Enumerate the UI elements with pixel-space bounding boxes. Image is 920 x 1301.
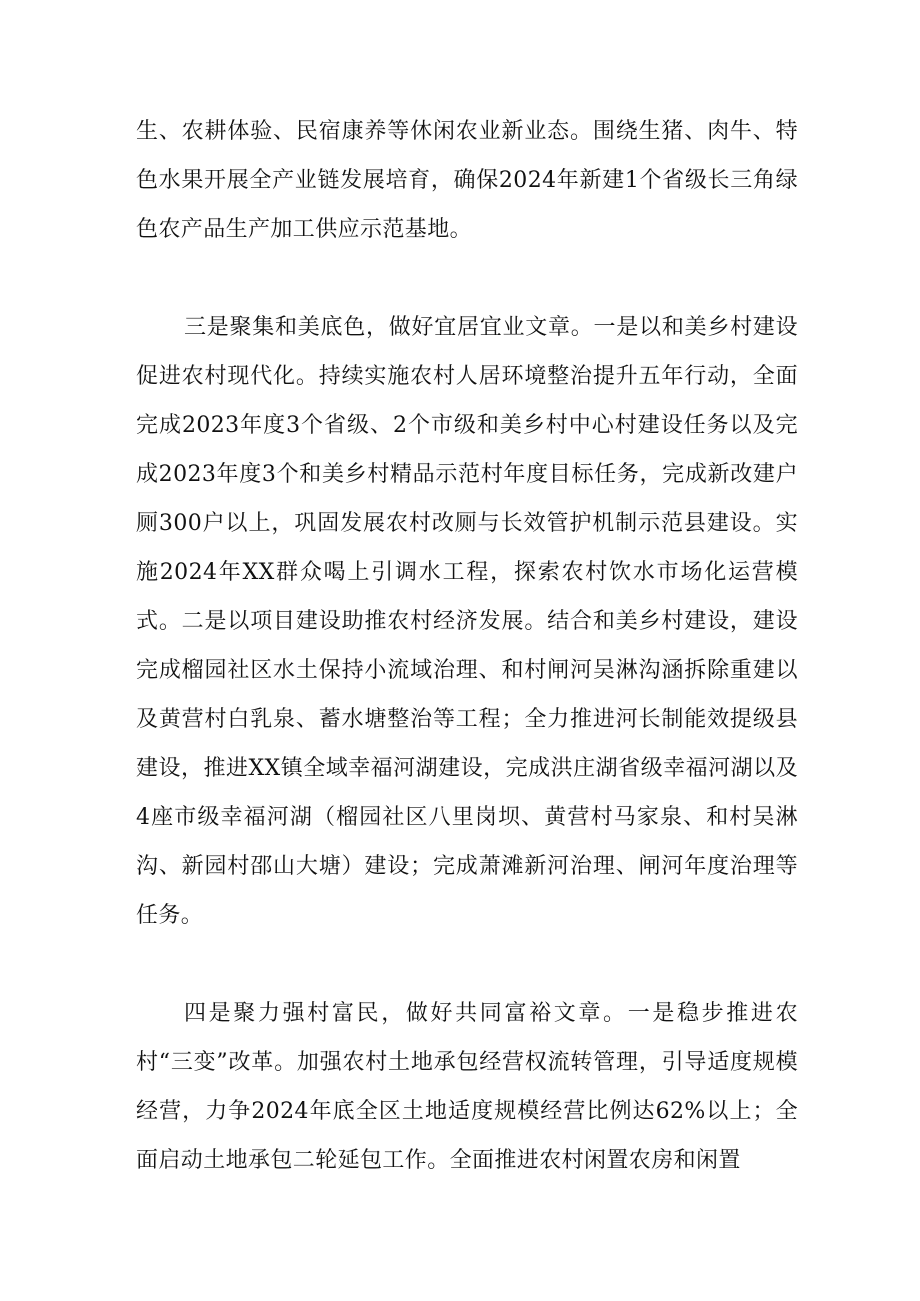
paragraph-continuation: 生、农耕体验、民宿康养等休闲农业新业态。围绕生猪、肉牛、特色水果开展全产业链发展培育，确保2024年新建1个省级长三角绿色农产品生产加工供应示范基地。 (136, 119, 798, 242)
paragraph-livable-villages: 三是聚集和美底色，做好宜居宜业文章。一是以和美乡村建设促进农村现代化。持续实施农村人居环境整治提升五年行动，全面完成2023年度3个省级、2个市级和美乡村中心村建设任务以及完成2023年度3个和美乡村精品示范村年度目标任务，完成新改建户厕300户以上，巩固发展农村改厕与长效管护机制示范县建设。实施2024年XX群众喝上引调水工程，探索农村饮水市场化运营模式。二是以项目建设助推农村经济发展。结合和美乡村建设，建设完成榴园社区水土保持小流域治理、和村闸河吴淋沟涵拆除重建以及黄营村白乳泉、蓄水塘整治等工程；全力推进河长制能效提级县建设，推进XX镇全域幸福河湖建设，完成洪庄湖省级幸福河湖以及4座市级幸福河湖（榴园社区八里岗坝、黄营村马家泉、和村吴淋沟、新园村邵山大塘）建设；完成萧滩新河治理、闸河年度治理等任务。 (136, 315, 798, 928)
document-body (136, 107, 798, 1185)
paragraph-common-prosperity: 四是聚力强村富民，做好共同富裕文章。一是稳步推进农村“三变”改革。加强农村土地承包经营权流转管理，引导适度规模经营，力争2024年底全区土地适度规模经营比例达62%以上；全面启动土地承包二轮延包工作。全面推进农村闲置农房和闲置 (136, 1001, 798, 1173)
paragraph-spacer (136, 254, 798, 303)
paragraph-spacer (136, 940, 798, 989)
